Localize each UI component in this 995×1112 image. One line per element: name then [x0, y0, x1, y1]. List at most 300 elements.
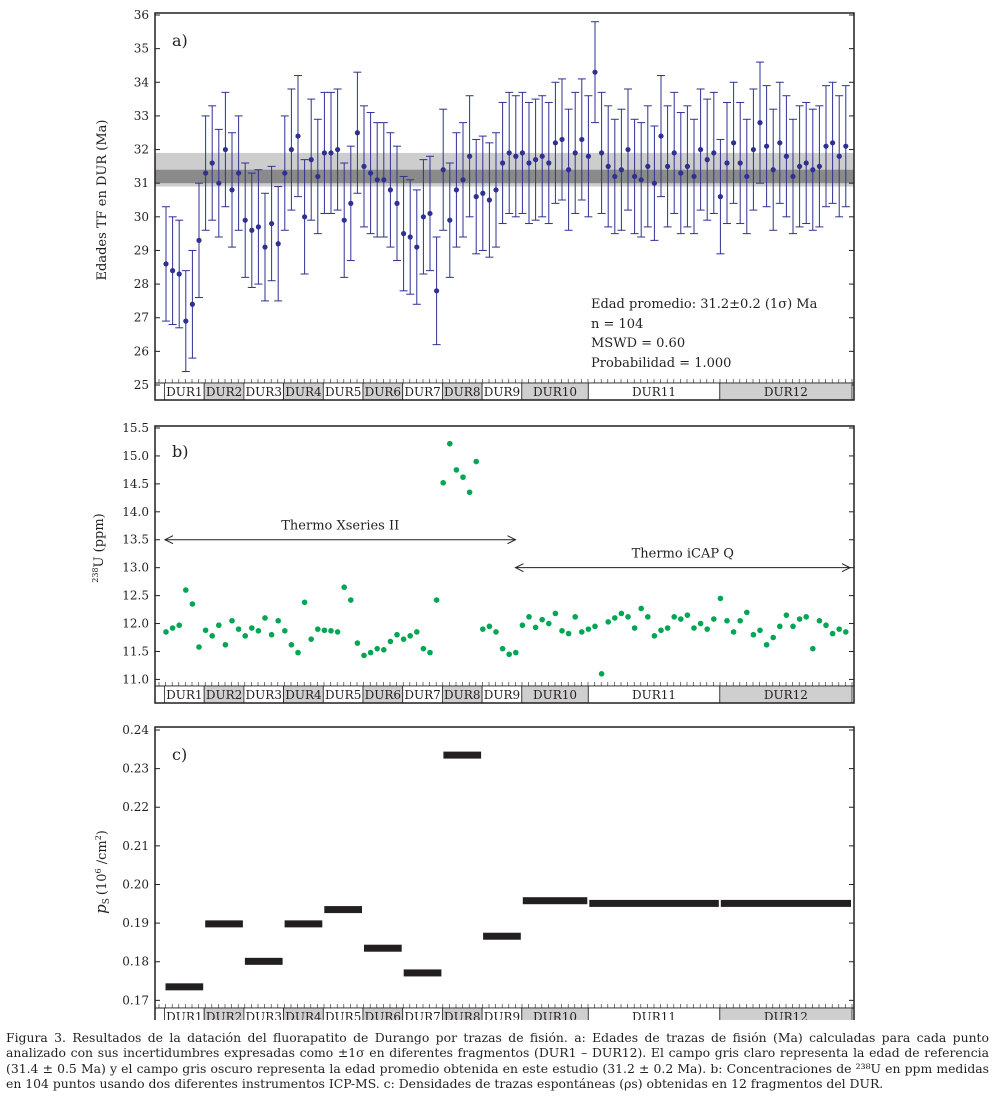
panel-c-ylabel-exp2: 2 [94, 835, 103, 841]
panel-a [95, 8, 854, 400]
age-point [553, 140, 558, 145]
age-point [573, 150, 578, 155]
age-point [269, 221, 274, 226]
uranium-point [216, 622, 222, 628]
uranium-point [704, 626, 710, 632]
uranium-point [440, 480, 446, 486]
age-point [335, 147, 340, 152]
uranium-point [836, 626, 842, 632]
fragment-label-dur5: DUR5 [324, 385, 362, 399]
panel-a-y-axis [134, 8, 854, 392]
density-bar-dur2 [205, 920, 243, 927]
fragment-label-dur3: DUR3 [245, 385, 282, 399]
uranium-point [751, 632, 757, 638]
age-point [210, 160, 215, 165]
age-point [777, 140, 782, 145]
uranium-point [401, 636, 407, 642]
age-point [731, 140, 736, 145]
uranium-point [685, 612, 691, 618]
uranium-point [163, 629, 169, 635]
uranium-point [170, 625, 176, 631]
uranium-point [256, 628, 262, 634]
y-tick-label: 29 [133, 243, 149, 258]
panel-b-label: b) [172, 442, 189, 461]
age-point [480, 191, 485, 196]
uranium-point [295, 650, 301, 656]
age-point [427, 211, 432, 216]
fragment-label-dur11: DUR11 [632, 688, 677, 702]
uranium-point [196, 644, 202, 650]
uranium-point [269, 632, 275, 638]
y-tick-label: 26 [133, 344, 149, 359]
age-point [711, 150, 716, 155]
age-point [744, 174, 749, 179]
uranium-point [289, 642, 295, 648]
age-point [236, 170, 241, 175]
age-point [414, 244, 419, 249]
age-point [177, 271, 182, 276]
age-point [507, 150, 512, 155]
age-point [757, 120, 762, 125]
uranium-point [335, 629, 341, 635]
age-point [183, 318, 188, 323]
uranium-point [315, 626, 321, 632]
uranium-point [236, 626, 242, 632]
panel-c-y-axis [122, 723, 854, 1007]
age-point [381, 177, 386, 182]
panel-b-y-axis [122, 421, 854, 686]
panel-a-data [162, 22, 850, 372]
panel-a-fragment-bar [155, 379, 854, 400]
fragment-label-dur10: DUR10 [533, 1010, 578, 1020]
uranium-point [282, 628, 288, 634]
y-tick-label: 0.18 [122, 954, 149, 969]
age-point [817, 164, 822, 169]
uranium-point [737, 618, 743, 624]
age-point [309, 157, 314, 162]
uranium-point [711, 616, 717, 622]
y-tick-label: 33 [133, 108, 149, 123]
uranium-point [652, 633, 658, 639]
uranium-point [526, 614, 532, 620]
uranium-point [223, 642, 229, 648]
uranium-point [632, 625, 638, 631]
uranium-point [810, 646, 816, 652]
fragment-label-dur10: DUR10 [533, 385, 578, 399]
uranium-point [414, 629, 420, 635]
fragment-label-dur9: DUR9 [483, 1010, 521, 1020]
age-point [441, 167, 446, 172]
uranium-point [203, 627, 209, 633]
uranium-point [348, 597, 354, 603]
fragment-label-dur11: DUR11 [632, 1010, 677, 1020]
y-tick-label: 0.20 [122, 877, 149, 892]
uranium-point [328, 628, 334, 634]
age-point [500, 160, 505, 165]
panel-c-ylabel [92, 830, 112, 914]
uranium-point [454, 467, 460, 473]
age-point [388, 187, 393, 192]
density-bar-dur3 [245, 958, 283, 965]
fragment-label-dur3: DUR3 [245, 1010, 282, 1020]
y-tick-label: 27 [133, 310, 149, 325]
panel-c-ylabel-pre: (10 [95, 873, 110, 896]
fragment-label-dur8: DUR8 [444, 688, 481, 702]
y-tick-label: 12.0 [122, 616, 149, 631]
uranium-point [183, 587, 189, 593]
panel-a-label: a) [172, 31, 188, 50]
fragment-label-dur4: DUR4 [285, 1010, 322, 1020]
uranium-point [249, 625, 255, 631]
uranium-point [407, 633, 413, 639]
age-point [606, 164, 611, 169]
figure-caption: Figura 3. Resultados de la datación del fluorapatito de Durango por trazas de fisión. a: Edades de trazas de fisión (Ma) calculadas para cada punto analizado con sus incertidumbres expresadas como ±1σ en diferentes fragmentos (DUR1 – DUR12). El campo gris claro representa la edad de referencia (31.4 ± 0.5 Ma) y el campo gris oscuro representa la edad promedio obtenida en este estudio (31.2 ± 0.2 Ma). b: Concentraciones de ²³⁸U en ppm medidas en 104 puntos usando dos diferentes instrumentos ICP-MS. c: Densidades de trazas espontáneas (ρs) obtenidas en 12 fragmentos del DUR. [6, 1030, 989, 1091]
fragment-label-dur2: DUR2 [205, 1010, 243, 1020]
y-tick-label: 12.5 [122, 588, 149, 603]
uranium-point [592, 624, 598, 630]
fragment-label-dur5: DUR5 [324, 688, 362, 702]
age-point [579, 137, 584, 142]
age-point [460, 177, 465, 182]
age-point [526, 160, 531, 165]
age-point [698, 147, 703, 152]
uranium-point [830, 631, 836, 637]
uranium-point [388, 639, 394, 645]
panel-b-ylabel [91, 513, 107, 582]
age-point [586, 154, 591, 159]
uranium-point [467, 489, 473, 495]
fragment-label-dur12: DUR12 [763, 1010, 808, 1020]
age-point [203, 170, 208, 175]
age-point [810, 167, 815, 172]
fragment-label-dur6: DUR6 [364, 385, 402, 399]
age-point [685, 164, 690, 169]
y-tick-label: 14.5 [122, 476, 149, 491]
uranium-point [480, 626, 486, 632]
panel-c-label: c) [172, 745, 188, 764]
panel-c-ylabel-exp1: 6 [94, 868, 103, 874]
fragment-label-dur6: DUR6 [364, 1010, 402, 1020]
panel-c-data [166, 752, 852, 991]
panel-b-ylabel-sup: 238 [91, 567, 100, 583]
age-point [559, 137, 564, 142]
age-point [790, 174, 795, 179]
panel-c-ylabel-mid: /cm [95, 840, 110, 869]
age-point [652, 181, 657, 186]
uranium-point [757, 627, 763, 633]
age-point [566, 167, 571, 172]
age-point [672, 150, 677, 155]
age-point [599, 150, 604, 155]
y-tick-label: 0.22 [122, 800, 149, 815]
uranium-point [784, 612, 790, 618]
uranium-point [460, 474, 466, 480]
age-point [823, 144, 828, 149]
age-point [493, 187, 498, 192]
age-point [718, 194, 723, 199]
density-bar-dur5 [324, 906, 362, 913]
panel-c [92, 723, 854, 1020]
age-point [764, 144, 769, 149]
uranium-point [599, 671, 605, 677]
age-point [276, 241, 281, 246]
age-point [625, 147, 630, 152]
uranium-point [209, 633, 215, 639]
density-bar-dur4 [285, 920, 323, 927]
panel-a-frame [155, 13, 854, 400]
annotation-label: Thermo Xseries II [281, 518, 400, 534]
uranium-point [421, 646, 427, 652]
uranium-point [718, 596, 724, 602]
density-bar-dur7 [404, 969, 442, 976]
age-point [665, 164, 670, 169]
fragment-label-dur12: DUR12 [763, 688, 808, 702]
stats-mean-age: Edad promedio: 31.2±0.2 (1σ) Ma [591, 297, 818, 312]
age-point [295, 133, 300, 138]
uranium-point [242, 633, 248, 639]
fragment-label-dur10: DUR10 [533, 688, 578, 702]
uranium-point [275, 618, 281, 624]
age-point [797, 164, 802, 169]
age-point [546, 160, 551, 165]
panel-a-ylabel: Edades TF en DUR (Ma) [95, 119, 110, 281]
age-point [520, 150, 525, 155]
y-tick-label: 31 [133, 176, 149, 191]
age-point [348, 201, 353, 206]
panel-b-ylabel-rest: U (ppm) [92, 513, 107, 568]
uranium-point [229, 618, 235, 624]
uranium-point [434, 597, 440, 603]
uranium-point [797, 616, 803, 622]
uranium-point [559, 628, 565, 634]
fragment-label-dur8: DUR8 [444, 1010, 481, 1020]
uranium-point [513, 650, 519, 656]
age-point [170, 268, 175, 273]
panel-c-ylabel-sym: p [92, 904, 110, 914]
age-point [289, 147, 294, 152]
age-point [533, 157, 538, 162]
age-point [408, 234, 413, 239]
stats-probability: Probabilidad = 1.000 [591, 356, 732, 371]
uranium-point [341, 584, 347, 590]
fragment-label-dur2: DUR2 [205, 385, 243, 399]
age-point [612, 174, 617, 179]
fragment-label-dur1: DUR1 [166, 688, 203, 702]
age-point [256, 224, 261, 229]
age-point [724, 160, 729, 165]
age-point [216, 181, 221, 186]
panel-c-frame [155, 727, 854, 1020]
age-point [262, 244, 267, 249]
y-tick-label: 0.24 [122, 723, 149, 737]
fragment-label-dur12: DUR12 [763, 385, 808, 399]
y-tick-label: 0.17 [122, 993, 149, 1008]
uranium-point [368, 650, 374, 656]
uranium-point [361, 653, 367, 659]
age-point [705, 157, 710, 162]
age-point [784, 154, 789, 159]
density-bar-dur9 [483, 933, 521, 940]
fragment-label-dur5: DUR5 [324, 1010, 362, 1020]
panel-c-fragment-bar [155, 1004, 854, 1020]
instrument-annotations [165, 519, 850, 572]
age-point [540, 154, 545, 159]
uranium-point [770, 635, 776, 641]
age-point [843, 144, 848, 149]
uranium-point [447, 441, 453, 447]
age-point [658, 133, 663, 138]
age-point [401, 231, 406, 236]
age-point [243, 218, 248, 223]
y-tick-label: 0.21 [122, 838, 149, 853]
density-bar-dur12 [721, 900, 851, 907]
y-tick-label: 11.0 [122, 672, 149, 687]
fragment-label-dur7: DUR7 [404, 688, 441, 702]
age-point [229, 187, 234, 192]
age-point [467, 154, 472, 159]
uranium-point [744, 610, 750, 616]
uranium-point [572, 614, 578, 620]
uranium-point [777, 624, 783, 630]
y-tick-label: 30 [133, 209, 149, 224]
uranium-point [645, 614, 651, 620]
uranium-point [473, 459, 479, 465]
uranium-point [698, 621, 704, 627]
y-tick-label: 28 [133, 277, 149, 292]
density-bar-dur11 [589, 900, 719, 907]
age-point [190, 302, 195, 307]
age-point [315, 174, 320, 179]
y-tick-label: 25 [133, 378, 149, 392]
age-point [837, 154, 842, 159]
uranium-point [691, 625, 697, 631]
fragment-label-dur11: DUR11 [632, 385, 677, 399]
y-tick-label: 15.5 [122, 421, 149, 435]
age-point [355, 130, 360, 135]
y-tick-label: 36 [133, 8, 149, 22]
uranium-point [355, 640, 361, 646]
uranium-point [190, 601, 196, 607]
age-point [751, 147, 756, 152]
uranium-point [671, 614, 677, 620]
uranium-point [506, 651, 512, 657]
y-tick-label: 14.0 [122, 504, 149, 519]
fragment-label-dur1: DUR1 [166, 385, 203, 399]
age-point [691, 174, 696, 179]
fragment-label-dur7: DUR7 [404, 385, 441, 399]
stats-box [591, 297, 818, 371]
fragment-label-dur1: DUR1 [166, 1010, 203, 1020]
age-point [163, 261, 168, 266]
age-point [249, 228, 254, 233]
uranium-point [790, 624, 796, 630]
age-point [322, 150, 327, 155]
density-bar-dur10 [523, 897, 588, 904]
fragment-label-dur9: DUR9 [483, 385, 521, 399]
uranium-point [724, 618, 730, 624]
age-point [771, 167, 776, 172]
age-point [375, 177, 380, 182]
uranium-point [579, 629, 585, 635]
uranium-point [302, 600, 308, 606]
age-point [196, 238, 201, 243]
fragment-label-dur8: DUR8 [444, 385, 481, 399]
age-point [513, 154, 518, 159]
uranium-point [612, 615, 618, 621]
panel-b-fragment-bar [155, 682, 854, 703]
uranium-point [322, 627, 328, 633]
panel-b-data [163, 441, 848, 677]
age-point [282, 170, 287, 175]
age-point [619, 167, 624, 172]
age-point [361, 164, 366, 169]
uranium-point [638, 606, 644, 612]
age-point [302, 214, 307, 219]
uranium-point [553, 611, 559, 617]
age-point [474, 194, 479, 199]
density-bar-dur8 [443, 752, 481, 759]
age-point [368, 170, 373, 175]
age-point [639, 177, 644, 182]
y-tick-label: 13.0 [122, 560, 149, 575]
fragment-label-dur4: DUR4 [285, 385, 322, 399]
uranium-point [394, 632, 400, 638]
fragment-label-dur9: DUR9 [483, 688, 521, 702]
fragment-label-dur7: DUR7 [404, 1010, 441, 1020]
age-point [454, 187, 459, 192]
age-point [632, 174, 637, 179]
uranium-point [493, 629, 499, 635]
uranium-point [566, 631, 572, 637]
uranium-point [731, 629, 737, 635]
age-point [645, 164, 650, 169]
uranium-point [678, 616, 684, 622]
uranium-point [658, 627, 664, 633]
uranium-point [533, 625, 539, 631]
age-point [328, 150, 333, 155]
uranium-point [619, 611, 625, 617]
y-tick-label: 32 [133, 142, 149, 157]
y-tick-label: 0.19 [122, 916, 149, 931]
uranium-point [586, 626, 592, 632]
fragment-label-dur6: DUR6 [364, 688, 402, 702]
uranium-point [427, 650, 433, 656]
uranium-point [803, 614, 809, 620]
uranium-point [539, 617, 545, 623]
age-point [738, 160, 743, 165]
uranium-point [665, 625, 671, 631]
density-bar-dur1 [166, 983, 204, 990]
uranium-point [262, 615, 268, 621]
y-tick-label: 13.5 [122, 532, 149, 547]
age-point [434, 288, 439, 293]
uranium-point [308, 636, 314, 642]
age-point [830, 140, 835, 145]
uranium-point [843, 629, 849, 635]
y-tick-label: 0.23 [122, 761, 149, 776]
panel-b [91, 421, 854, 703]
uranium-point [823, 622, 829, 628]
uranium-point [605, 619, 611, 625]
fragment-label-dur4: DUR4 [285, 688, 322, 702]
stats-n: n = 104 [591, 317, 644, 332]
age-point [447, 218, 452, 223]
annotation-label: Thermo iCAP Q [631, 546, 734, 562]
panel-c-ylabel-post: ) [95, 830, 110, 836]
y-tick-label: 15.0 [122, 448, 149, 463]
uranium-point [817, 618, 823, 624]
y-tick-label: 35 [133, 41, 149, 56]
